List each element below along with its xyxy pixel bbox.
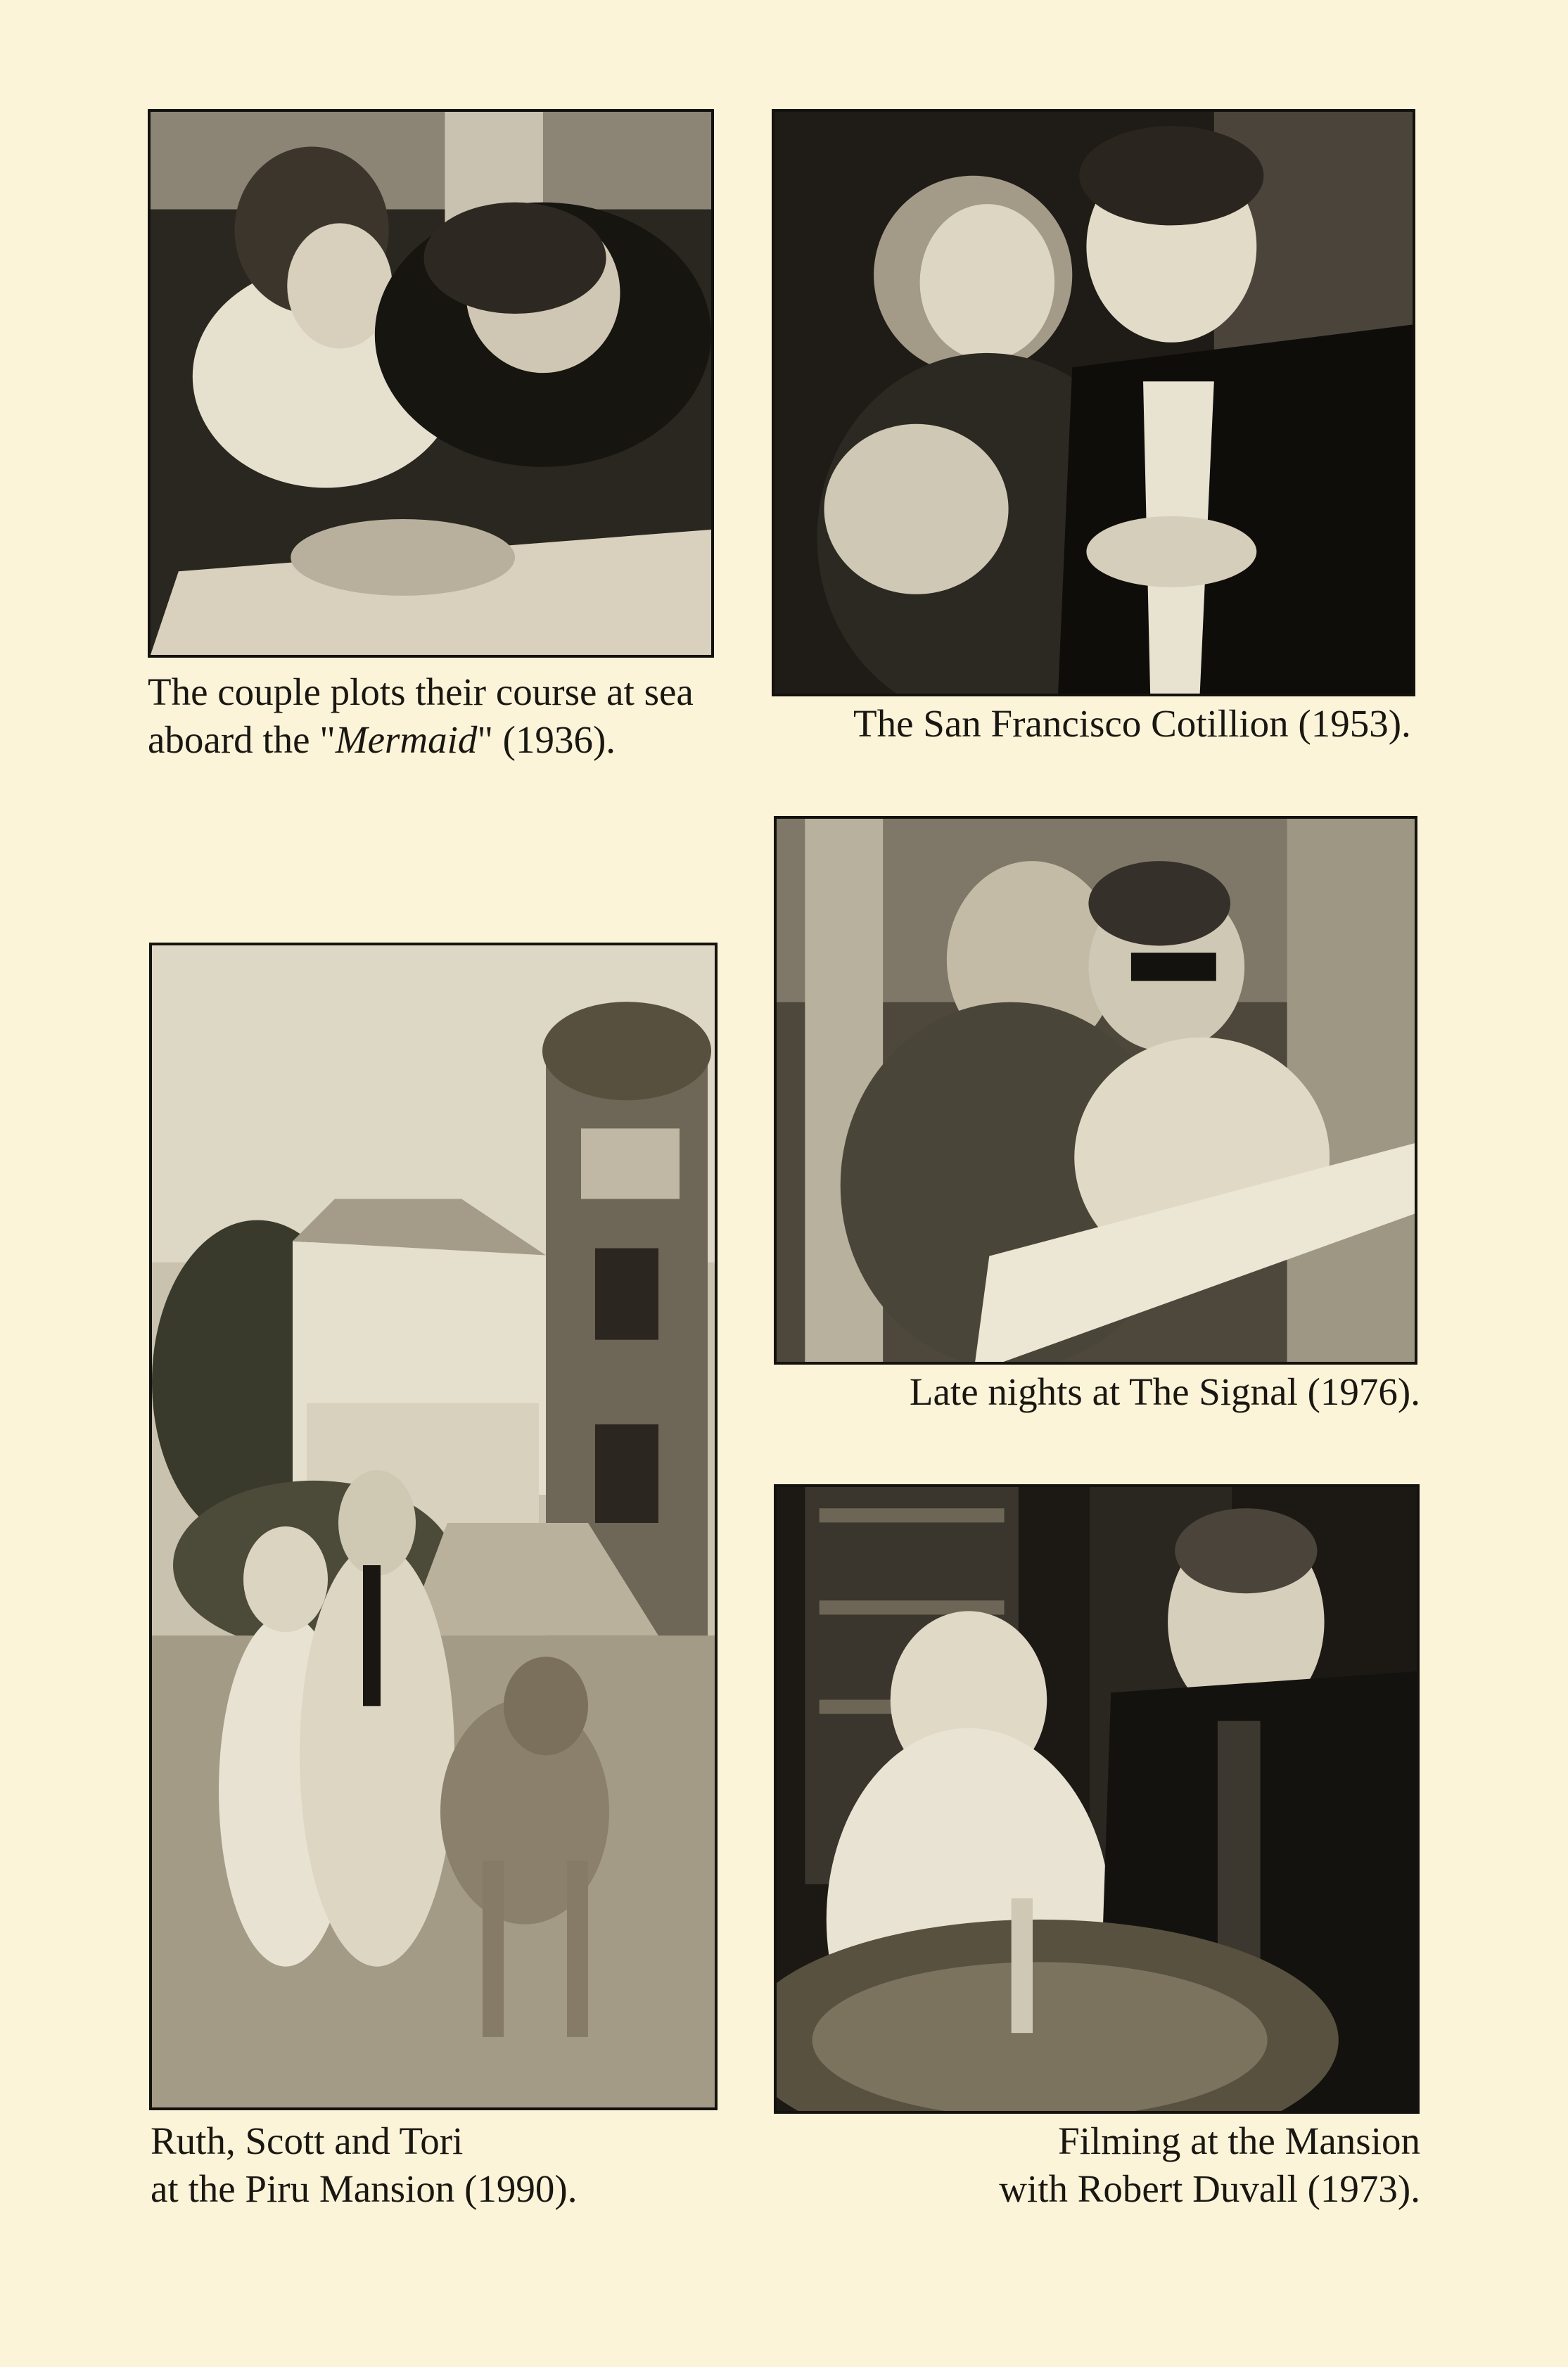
caption-signal <box>910 1368 1420 1416</box>
caption-mermaid-line2 <box>148 716 694 764</box>
caption-signal-line1: Late nights at The Signal (1976). <box>909 1370 1420 1413</box>
caption-filming-line2: with Robert Duvall (1973). <box>999 2167 1420 2210</box>
photo-san-francisco-cotillion <box>772 109 1415 696</box>
caption-cotillion <box>853 700 1411 748</box>
photo-the-signal <box>774 816 1417 1365</box>
caption-piru <box>151 2117 577 2213</box>
caption-mermaid-line2-suffix: " (1936). <box>477 718 616 761</box>
photo-filming-mansion <box>774 1484 1420 2114</box>
caption-piru-line2: at the Piru Mansion (1990). <box>151 2167 578 2210</box>
photo-couple-plotting-course <box>148 109 714 658</box>
caption-filming-line1: Filming at the Mansion <box>1058 2119 1420 2162</box>
caption-mermaid-line2-prefix: aboard the " <box>148 718 336 761</box>
caption-piru-line1: Ruth, Scott and Tori <box>151 2119 464 2162</box>
caption-mermaid-vessel-name: Mermaid <box>335 718 478 761</box>
caption-filming <box>999 2117 1420 2213</box>
caption-mermaid <box>148 668 694 764</box>
caption-mermaid-line1: The couple plots their course at sea <box>148 670 694 713</box>
photo-piru-mansion <box>149 943 718 2110</box>
caption-cotillion-line1: The San Francisco Cotillion (1953). <box>853 702 1411 745</box>
